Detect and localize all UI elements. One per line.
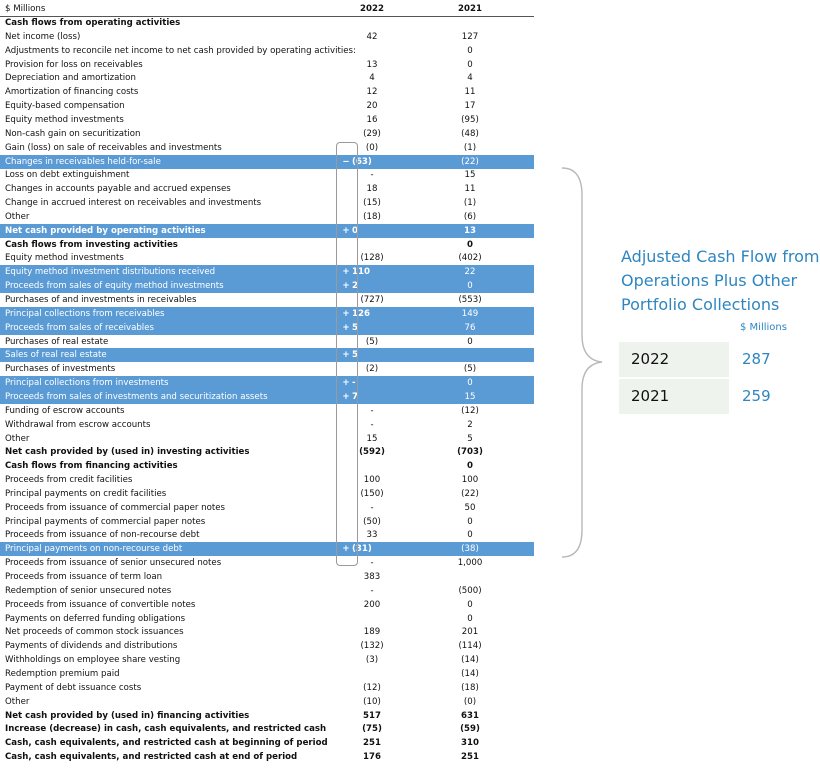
value-2022: 110 [352,267,370,278]
value-2021: 15 [464,170,476,181]
value-2021: (12) [461,405,479,416]
table-row [0,307,534,321]
row-label: Other [5,433,30,444]
value-2021: (59) [460,724,480,735]
value-2022: 2 [352,281,358,292]
value-2021: (553) [458,295,482,305]
value-2021: 76 [464,322,476,333]
value-2022: 251 [363,738,381,749]
summary-row-2022 [619,342,729,377]
plus-icon: + [342,267,350,278]
row-label: Other [5,211,30,222]
value-2021: 0 [467,530,473,541]
table-row [0,58,534,72]
row-label: Gain (loss) on sale of receivables and investments [5,142,222,153]
value-2021: (1) [463,142,477,153]
value-2021: 149 [461,308,479,319]
plus-icon: + [342,322,350,333]
table-row [0,487,534,501]
value-2022: (18) [363,211,381,222]
value-2022: (63) [352,156,372,167]
table-row [0,224,534,238]
row-label: Cash flows from operating activities [5,18,181,28]
value-2022: (3) [365,655,379,666]
summary-year: 2022 [631,350,670,368]
value-2021: 0 [467,461,473,472]
summary-row-2021 [619,379,729,414]
column-header-2022: 2022 [360,4,384,14]
value-2021: 17 [464,101,476,112]
value-2021: (38) [461,544,479,555]
value-2021: (18) [461,682,479,693]
table-row [0,127,534,141]
row-label: Principal payments on credit facilities [5,488,167,499]
value-2022: (132) [360,641,384,652]
row-label: Cash flows from investing activities [5,239,178,250]
table-row [0,16,534,30]
row-label: Equity method investments [5,253,124,264]
value-2022: - [352,378,356,389]
column-header-2021: 2021 [458,4,482,14]
table-row [0,528,534,542]
value-2022: (12) [363,682,381,693]
value-2022: 13 [366,59,378,70]
row-label: Principal payments on non-recourse debt [5,544,183,555]
value-2022: (727) [360,295,384,305]
table-row [0,182,534,196]
row-label: Equity method investment distributions received [5,267,216,278]
table-row [0,376,534,390]
row-label: Principal collections from investments [5,378,169,389]
value-2021: (14) [461,655,479,666]
table-row [0,348,534,362]
table-row [0,584,534,598]
value-2021: 0 [467,281,473,292]
value-2021: 4 [467,73,473,84]
row-label: Proceeds from sales of receivables [5,322,154,333]
table-row [0,542,534,556]
value-2021: 1,000 [457,558,483,569]
row-label: Proceeds from issuance of senior unsecured notes [5,558,222,569]
value-2021: (22) [461,488,479,499]
row-label: Change in accrued interest on receivables and investments [5,198,262,209]
value-2021: 0 [467,613,473,624]
value-2022: 15 [366,433,378,444]
table-row [0,681,534,695]
row-label: Changes in receivables held-for-sale [5,156,161,167]
value-2022: - [370,558,374,569]
value-2022: 18 [366,184,378,195]
value-2021: (114) [458,641,482,652]
row-label: Net cash provided by (used in) investing activities [5,447,250,458]
value-2022: 16 [366,114,378,125]
table-row [0,418,534,432]
table-row [0,639,534,653]
table-row [0,625,534,639]
value-2022: - [370,502,374,513]
value-2022: (29) [363,128,381,139]
value-2021: 22 [464,267,476,278]
value-2021: (5) [463,364,477,375]
summary-value-2022: 287 [742,350,771,368]
row-label: Depreciation and amortization [5,73,136,84]
table-row [0,653,534,667]
value-2022: 176 [363,752,381,763]
table-row [0,321,534,335]
units-label: $ Millions [5,4,46,14]
row-label: Provision for loss on receivables [5,59,143,70]
value-2021: (703) [457,447,483,458]
value-2021: (1) [463,198,477,209]
value-2021: 0 [467,336,473,347]
value-2021: 310 [461,738,479,749]
plus-icon: + [342,391,350,402]
table-row [0,99,534,113]
row-label: Sales of real real estate [5,350,107,361]
value-2021: 0 [467,516,473,527]
table-row [0,210,534,224]
row-label: Proceeds from issuance of non-recourse debt [5,530,200,541]
row-label: Equity method investments [5,114,124,125]
table-row [0,362,534,376]
plus-icon: + [342,350,350,361]
row-label: Principal collections from receivables [5,308,165,319]
row-label: Net income (loss) [5,31,81,42]
value-2022: (75) [362,724,382,735]
value-2021: 5 [467,433,473,444]
table-row [0,238,534,252]
row-label: Net cash provided by (used in) financing activities [5,710,250,721]
value-2021: 0 [467,599,473,610]
value-2021: 0 [467,378,473,389]
value-2022: (15) [363,198,381,209]
value-2022: 42 [366,31,378,42]
table-row [0,695,534,709]
value-2022: 4 [369,73,375,84]
row-label: Non-cash gain on securitization [5,128,141,139]
row-label: Proceeds from issuance of term loan [5,572,163,582]
summary-year: 2021 [631,387,670,405]
table-row [0,473,534,487]
table-row [0,196,534,210]
table-row [0,709,534,723]
minus-icon: − [342,156,350,167]
value-2021: 251 [461,752,479,763]
value-2021: 50 [464,502,476,513]
row-label: Withdrawal from escrow accounts [5,419,151,430]
value-2021: (48) [461,128,479,139]
row-label: Cash, cash equivalents, and restricted cash at beginning of period [5,738,328,749]
value-2021: 631 [461,710,479,721]
row-label: Proceeds from sales of investments and securitization assets [5,391,268,402]
table-row [0,279,534,293]
row-label: Purchases of and investments in receivables [5,295,197,305]
row-label: Proceeds from issuance of convertible notes [5,599,196,610]
value-2021: (95) [461,114,479,125]
value-2022: 100 [363,475,381,486]
plus-icon: + [342,225,350,236]
row-label: Net cash provided by operating activities [5,225,206,236]
table-row [0,168,534,182]
row-label: Payments on deferred funding obligations [5,613,186,624]
table-row [0,251,534,265]
row-label: Funding of escrow accounts [5,405,125,416]
row-label: Cash, cash equivalents, and restricted cash at end of period [5,752,298,763]
row-label: Proceeds from sales of equity method investments [5,281,224,292]
value-2022: - [370,585,374,596]
value-2022: - [370,405,374,416]
table-row [0,570,534,584]
table-row [0,445,534,459]
value-2022: - [370,170,374,181]
table-row [0,30,534,44]
summary-units: $ Millions [740,322,787,333]
value-2022: 5 [352,350,358,361]
row-label: Redemption premium paid [5,668,120,679]
value-2021: 0 [467,59,473,70]
value-2021: 201 [461,627,479,638]
value-2022: - [370,419,374,430]
row-label: Payment of debt issuance costs [5,682,142,693]
value-2021: 127 [461,31,479,42]
value-2022: 7 [352,391,358,402]
table-row [0,432,534,446]
value-2022: (2) [365,364,379,375]
row-label: Redemption of senior unsecured notes [5,585,172,596]
table-row [0,722,534,736]
value-2022: 33 [366,530,378,541]
plus-icon: + [342,308,350,319]
table-row [0,750,534,764]
row-label: Loss on debt extinguishment [5,170,130,181]
table-row [0,71,534,85]
row-label: Increase (decrease) in cash, cash equivalents, and restricted cash [5,724,327,735]
value-2022: 20 [366,101,378,112]
value-2022: (592) [359,447,385,458]
value-2021: 0 [467,45,473,56]
table-header-row [0,2,534,17]
row-label: Other [5,696,30,707]
value-2021: 13 [464,225,476,236]
summary-value-2021: 259 [742,387,771,405]
value-2022: (50) [363,516,381,527]
row-label: Principal payments of commercial paper notes [5,516,206,527]
row-label: Purchases of real estate [5,336,109,347]
row-label: Withholdings on employee share vesting [5,655,181,666]
table-row [0,598,534,612]
table-row [0,515,534,529]
row-label: Purchases of investments [5,364,116,375]
value-2022: (128) [360,253,384,264]
table-row [0,459,534,473]
plus-icon: + [342,281,350,292]
table-row [0,293,534,307]
table-row [0,85,534,99]
value-2021: 11 [464,87,476,98]
table-row [0,44,534,58]
table-row [0,556,534,570]
value-2021: (14) [461,668,479,679]
table-row [0,265,534,279]
table-row [0,404,534,418]
row-label: Proceeds from issuance of commercial paper notes [5,502,226,513]
plus-icon: + [342,544,350,555]
table-row [0,335,534,349]
value-2021: (22) [461,156,479,167]
value-2022: (10) [363,696,381,707]
value-2022: 0 [352,225,358,236]
row-label: Equity-based compensation [5,101,125,112]
value-2022: (0) [365,142,379,153]
value-2021: 2 [467,419,473,430]
table-row [0,612,534,626]
row-label: Amortization of financing costs [5,87,139,98]
row-label: Cash flows from financing activities [5,461,178,472]
value-2022: 189 [363,627,381,638]
row-label: Adjustments to reconcile net income to net cash provided by operating activities: [5,45,356,56]
row-label: Proceeds from credit facilities [5,475,133,486]
value-2022: 517 [363,710,381,721]
row-label: Payments of dividends and distributions [5,641,178,652]
value-2021: 100 [461,475,479,486]
table-row [0,155,534,169]
value-2022: 12 [366,87,378,98]
value-2021: 15 [464,391,476,402]
value-2022: 200 [363,599,381,610]
summary-title: Adjusted Cash Flow from Operations Plus Other Portfolio Collections [621,247,820,314]
row-label: Net proceeds of common stock issuances [5,627,184,638]
value-2022: (5) [365,336,379,347]
value-2022: (31) [352,544,372,555]
value-2021: (6) [463,211,477,222]
value-2021: (0) [463,696,477,707]
value-2021: (500) [458,585,482,596]
highlight-column-box [336,142,358,566]
table-row [0,113,534,127]
table-row [0,141,534,155]
value-2022: (150) [360,488,384,499]
row-label: Changes in accounts payable and accrued expenses [5,184,231,195]
plus-icon: + [342,378,350,389]
table-row [0,390,534,404]
value-2021: 0 [467,239,473,250]
table-row [0,501,534,515]
value-2022: 126 [352,308,370,319]
curly-brace [560,165,610,560]
value-2021: 11 [464,184,476,195]
value-2022: 5 [352,322,358,333]
table-row [0,736,534,750]
value-2022: 383 [363,572,381,582]
table-row [0,667,534,681]
value-2021: (402) [458,253,482,264]
